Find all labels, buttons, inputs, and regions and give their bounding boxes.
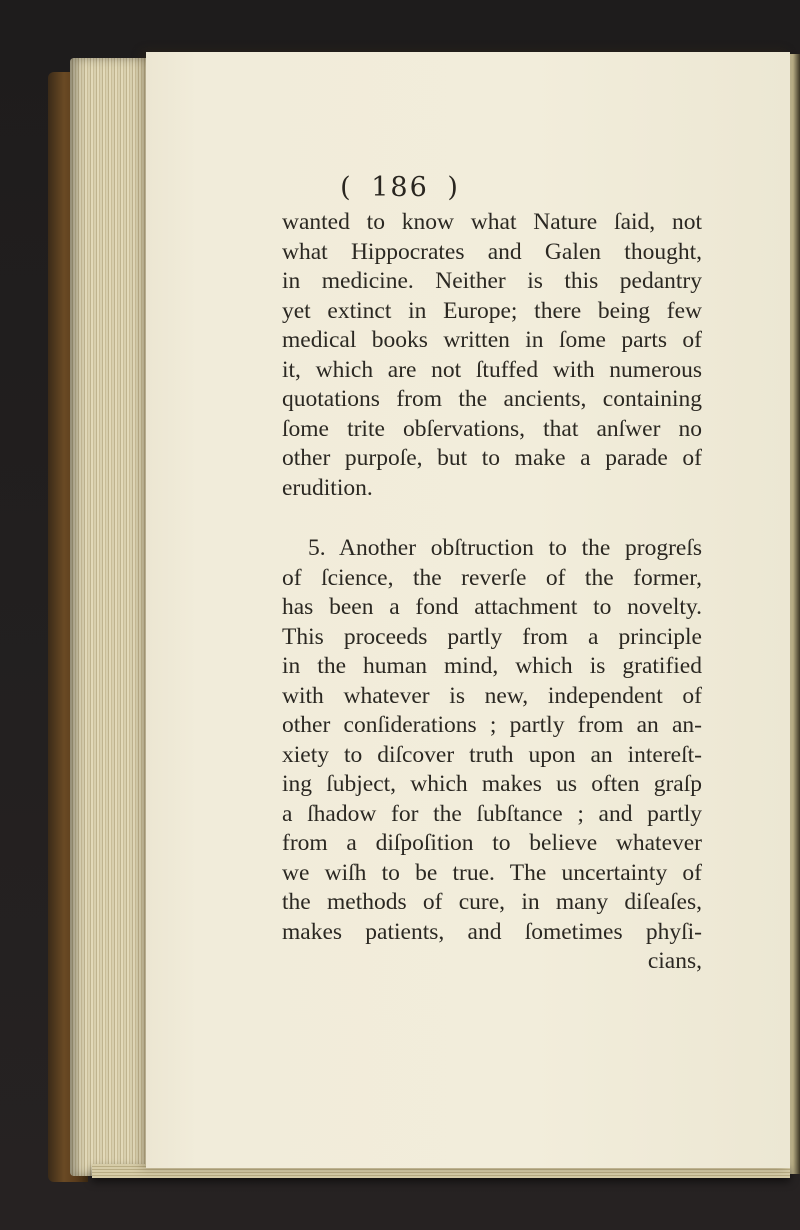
text-line: we wiſh to be true. The uncertainty of [282, 859, 702, 886]
text-line: ſome trite obſervations, that anſwer no [282, 415, 702, 442]
header-close-paren: ) [447, 172, 460, 203]
text-line: 5. Another obſtruction to the progreſs [308, 535, 702, 561]
paragraph-2 [282, 534, 702, 947]
text-line: what Hippocrates and Galen thought, [282, 238, 702, 265]
text-line: with whatever is new, independent of [282, 682, 702, 709]
text-line: from a diſpoſition to believe whatever [282, 830, 702, 856]
text-line: yet extinct in Europe; there being few [282, 297, 702, 324]
text-line: wanted to know what Nature ſaid, not [282, 209, 702, 235]
text-line: ing ſubject, which makes us often graſp [282, 771, 702, 797]
header-open-paren: ( [340, 172, 353, 203]
text-line: the methods of cure, in many diſeaſes, [282, 889, 702, 915]
text-line: of ſcience, the reverſe of the former, [282, 564, 702, 591]
text-line: it, which are not ſtuffed with numerous [282, 356, 702, 383]
page-stack-edges [70, 58, 156, 1176]
text-line: other conſiderations ; partly from an an- [282, 712, 702, 738]
paragraph-gap [282, 503, 702, 534]
text-line: xiety to diſcover truth upon an intereſt- [282, 741, 702, 768]
text-line: makes patients, and ſometimes phyſi- [282, 918, 702, 945]
text-line: This proceeds partly from a principle [282, 623, 702, 650]
text-line: a ſhadow for the ſubſtance ; and partly [282, 800, 702, 827]
text-line: has been a fond attachment to novelty. [282, 594, 702, 620]
text-line: other purpoſe, but to make a parade of [282, 445, 702, 471]
catchword: cians, [647, 948, 702, 974]
body-text [282, 208, 702, 977]
paragraph-1 [282, 208, 702, 503]
text-line: erudition. [282, 474, 373, 501]
text-line: quotations from the ancients, containing [282, 386, 702, 412]
text-line: medical books written in ſome parts of [282, 327, 702, 353]
page-number: 186 [371, 172, 429, 203]
text-line: in medicine. Neither is this pedantry [282, 268, 702, 294]
page-header [0, 172, 800, 203]
text-line: in the human mind, which is gratified [282, 653, 702, 679]
